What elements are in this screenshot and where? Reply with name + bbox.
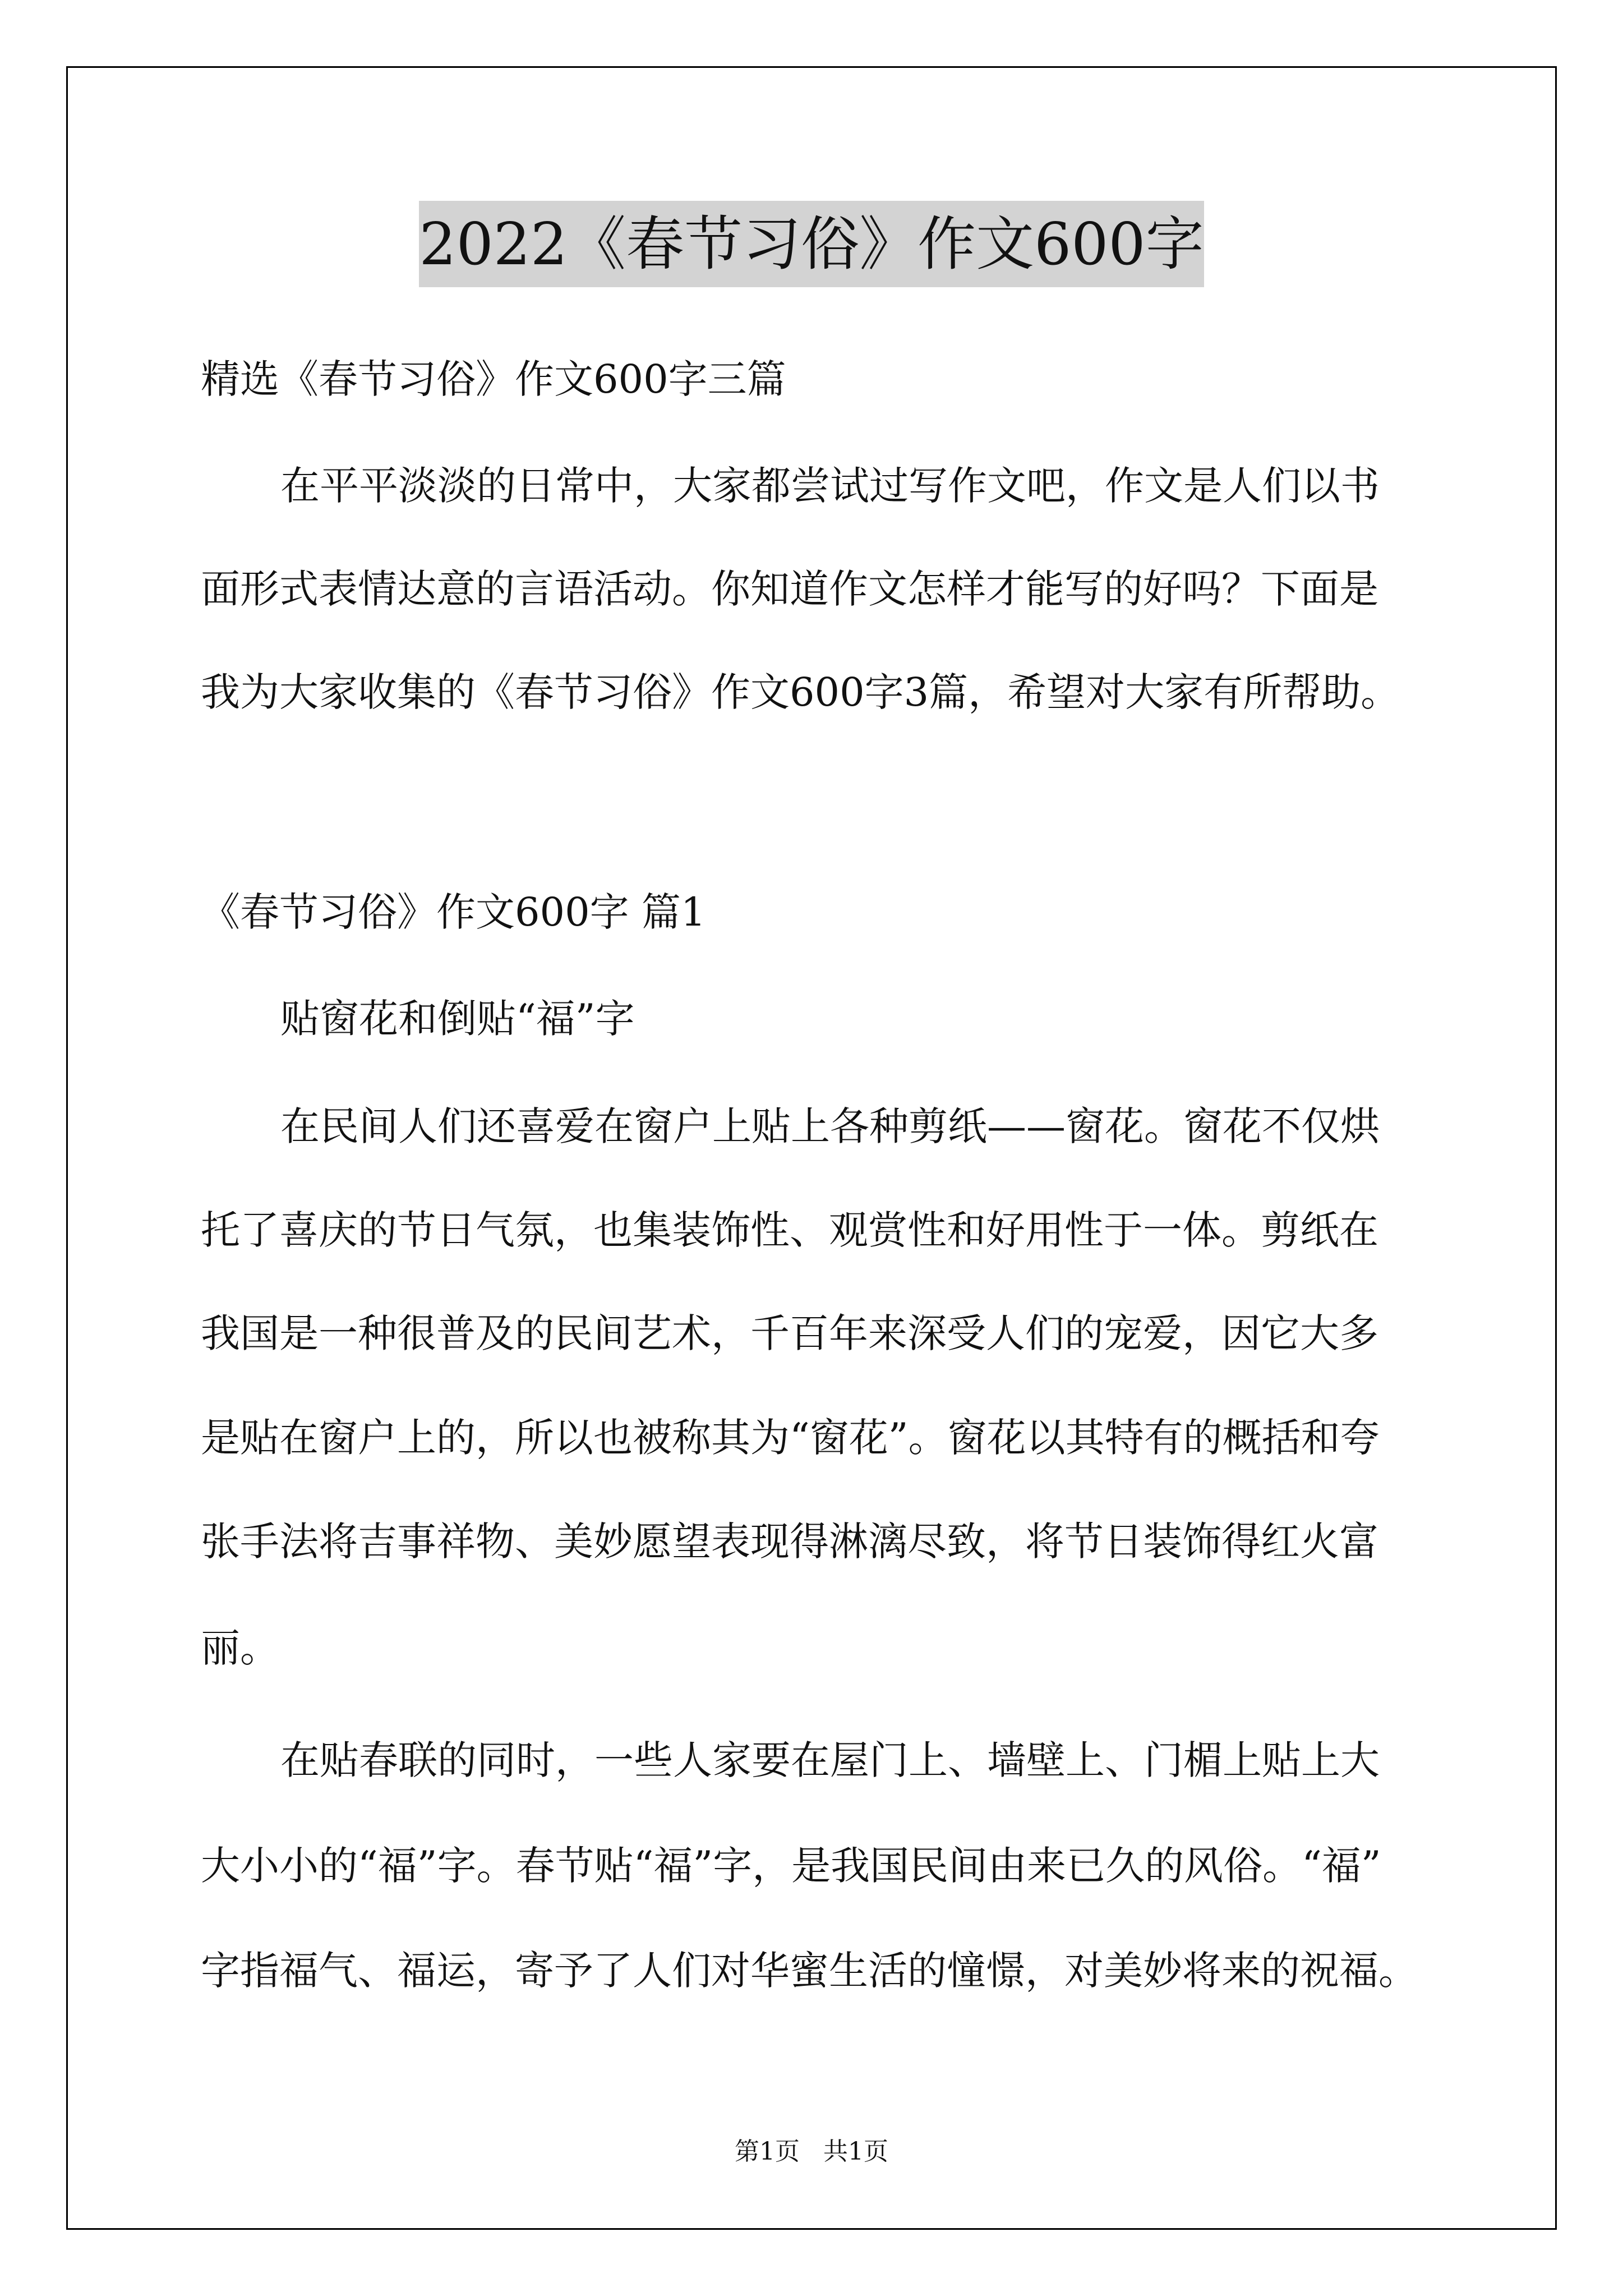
intro-line: 在平平淡淡的日常中，大家都尝试过写作文吧，作文是人们以书	[280, 463, 1380, 509]
section-heading: 《春节习俗》作文600字 篇1	[201, 889, 706, 935]
paragraph-line: 字指福气、福运，寄予了人们对华蜜生活的憧憬，对美妙将来的祝福。	[201, 1948, 1418, 1994]
intro-line: 我为大家收集的《春节习俗》作文600字3篇，希望对大家有所帮助。	[201, 669, 1400, 715]
paragraph-line: 托了喜庆的节日气氛，也集装饰性、观赏性和好用性于一体。剪纸在	[201, 1207, 1378, 1253]
page-footer: 第1页 共1页	[735, 2137, 888, 2166]
document-subtitle: 精选《春节习俗》作文600字三篇	[201, 356, 786, 402]
paragraph-line: 我国是一种很普及的民间艺术，千百年来深受人们的宠爱，因它大多	[201, 1310, 1378, 1356]
section-subheading: 贴窗花和倒贴“福”字	[280, 996, 635, 1042]
paragraph-line: 是贴在窗户上的，所以也被称其为“窗花”。窗花以其特有的概括和夸	[201, 1415, 1380, 1461]
document-title-container	[0, 201, 1623, 287]
intro-line: 面形式表情达意的言语活动。你知道作文怎样才能写的好吗？下面是	[201, 566, 1378, 612]
paragraph-line: 在贴春联的同时，一些人家要在屋门上、墙壁上、门楣上贴上大	[280, 1737, 1380, 1783]
paragraph-line: 在民间人们还喜爱在窗户上贴上各种剪纸——窗花。窗花不仅烘	[280, 1103, 1380, 1149]
paragraph-line: 丽。	[201, 1625, 279, 1671]
paragraph-line: 大小小的“福”字。春节贴“福”字，是我国民间由来已久的风俗。“福”	[201, 1843, 1381, 1889]
paragraph-line: 张手法将吉事祥物、美妙愿望表现得淋漓尽致，将节日装饰得红火富	[201, 1519, 1378, 1565]
document-title: 2022《春节习俗》作文600字	[419, 201, 1204, 287]
